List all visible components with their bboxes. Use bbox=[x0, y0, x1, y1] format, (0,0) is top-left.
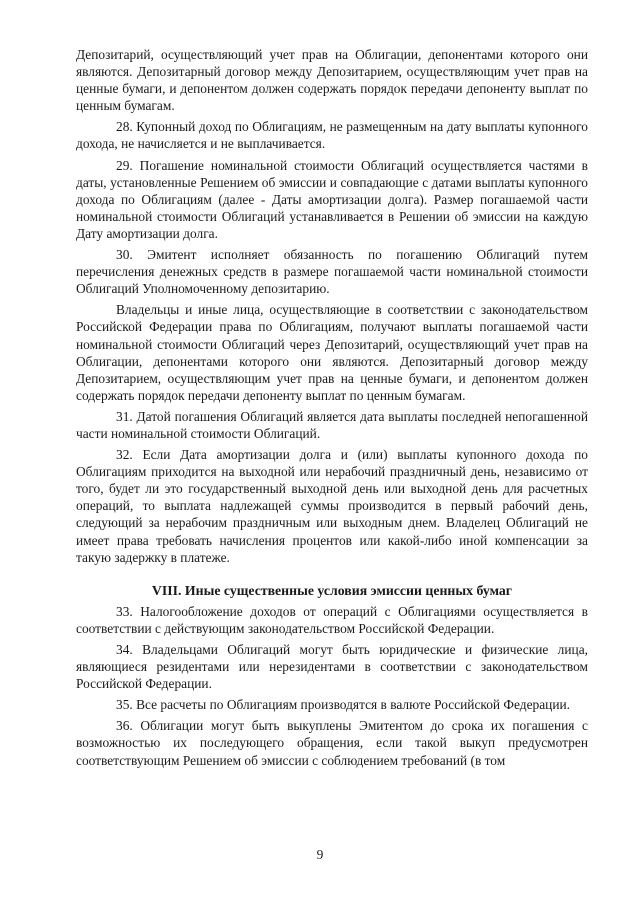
paragraph-29: 29. Погашение номинальной стоимости Облигаций осуществляется частями в даты, установленные Решением об эмиссии и совпадающие с датами выплаты купонного дохода по Облигациям (далее - Даты амортизации долга). Размер погашаемой части номинальной стоимости Облигаций устанавливается в Решении об эмиссии на каждую Дату амортизации долга. bbox=[76, 157, 588, 241]
section-heading: VIII. Иные существенные условия эмиссии ценных бумаг bbox=[151, 582, 513, 598]
paragraph-30: 30. Эмитент исполняет обязанность по погашению Облигаций путем перечисления денежных средств в размере погашаемой части номинальной стоимости Облигаций Уполномоченному депозитарию. bbox=[76, 247, 588, 297]
paragraph-31: 31. Датой погашения Облигаций является дата выплаты последней непогашенной части номинальной стоимости Облигаций. bbox=[76, 408, 588, 441]
paragraph-36: 36. Облигации могут быть выкуплены Эмитентом до срока их погашения с возможностью их последующего обращения, если такой выкуп предусмотрен соответствующим Решением об эмиссии с соблюдением требований (в том bbox=[76, 718, 588, 768]
paragraph-continuation: Депозитарий, осуществляющий учет прав на Облигации, депонентами которого они являются. Депозитарный договор между Депозитарием, осуществляющим учет прав на ценные бумаги, и депонентом должен содержать порядок передачи депоненту выплат по ценным бумагам. bbox=[76, 47, 588, 114]
paragraph-28: 28. Купонный доход по Облигациям, не размещенным на дату выплаты купонного дохода, не начисляется и не выплачивается. bbox=[76, 119, 588, 152]
paragraph-35: 35. Все расчеты по Облигациям производятся в валюте Российской Федерации. bbox=[116, 697, 571, 713]
paragraph-34: 34. Владельцами Облигаций могут быть юридические и физические лица, являющиеся резидентами или нерезидентами в соответствии с законодательством Российской Федерации. bbox=[76, 642, 588, 692]
paragraph-owners: Владельцы и иные лица, осуществляющие в соответствии с законодательством Российской Федерации права по Облигациям, получают выплаты погашаемой части номинальной стоимости Облигаций через Депозитарий, осуществляющий учет прав на Облигации, депонентами которого они являются. Депозитарный договор между Депозитарием, осуществляющим учет прав на ценные бумаги, и депонентом должен содержать порядок передачи депоненту выплат по ценным бумагам. bbox=[76, 302, 588, 403]
document-page bbox=[76, 46, 588, 773]
paragraph-32: 32. Если Дата амортизации долга и (или) выплаты купонного дохода по Облигациям приходится на выходной или нерабочий праздничный день, независимо от того, будет ли это государственный выходной день или выходной день для расчетных операций, то выплата надлежащей суммы производится в первый рабочий день, следующий за нерабочим праздничным или выходным днем. Владелец Облигаций не имеет права требовать начисления процентов или какой-либо иной компенсации за такую задержку в платеже. bbox=[76, 447, 588, 565]
paragraph-33: 33. Налогообложение доходов от операций с Облигациями осуществляется в соответствии с действующим законодательством Российской Федерации. bbox=[76, 603, 588, 636]
page-number: 9 bbox=[316, 847, 324, 862]
